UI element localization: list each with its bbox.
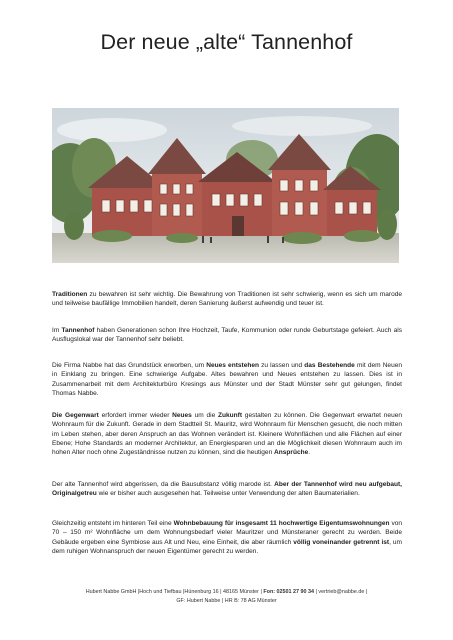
paragraph-text: um die bbox=[191, 412, 219, 419]
paragraph-text: wie er bisher auch ausgesehen hat. Teilweise unter Verwendung der alten Baumaterialien. bbox=[96, 490, 360, 498]
building-illustration bbox=[52, 108, 399, 263]
paragraph-text: Der alte Tannenhof wird abgerissen, da die Bausubstanz völlig marode ist. bbox=[52, 481, 275, 488]
emphasis-neues: Neues bbox=[172, 412, 192, 419]
emphasis-die-gegenwart: Die Gegenwart bbox=[52, 412, 99, 419]
emphasis-wohnbebauung: Wohnbebauung für insgesamt 11 hochwertige Eigentumswohnungen bbox=[173, 520, 390, 527]
paragraph-text: Die Firma Nabbe hat das Grundstück erworben, um bbox=[52, 362, 207, 369]
emphasis-getrennt: völlig voneinander getrennt ist bbox=[293, 538, 390, 546]
footer-line-1 bbox=[0, 588, 453, 597]
paragraph-abriss bbox=[52, 480, 402, 499]
paragraph-text: gestalten zu können. Die Gegenwart erwartet neuen Wohnraum für die Zukunft. Gerade in dem Stadtteil St. Mauritz, wird Wohnraum für Menschen gesucht, die noch mitten im Leben stehen, aber deren Anspruch an das Wohnen verändert ist. Kleinere Wohnflächen und alle Flächen auf einer Ebene; Hohe Standards an moderner Architektur, an Energiesparen und an die Möglichkeit diesen Wohnraum auch im hohen Alter noch ohne Zugeständnisse nutzen zu können, sind die heutigen bbox=[52, 412, 402, 457]
paragraph-text: Gleichzeitig entsteht im hinteren Teil eine bbox=[52, 520, 174, 527]
page-footer bbox=[0, 588, 453, 605]
emphasis-zukunft: Zukunft bbox=[218, 412, 243, 419]
paragraph-firma-nabbe bbox=[52, 361, 402, 398]
paragraph-text: zu lassen und bbox=[258, 362, 305, 369]
emphasis-das-bestehende: das Bestehende bbox=[304, 362, 355, 369]
paragraph-text: zu bewahren ist sehr wichtig. Die Bewahrung von Traditionen ist sehr schwierig, wenn es sich um marode und teilweise baufällige Immobilien handelt, deren Sanierung äußerst aufwendig und teuer ist. bbox=[52, 291, 402, 308]
emphasis-ansprueche: Ansprüche bbox=[274, 449, 309, 457]
paragraph-gegenwart bbox=[52, 411, 402, 457]
paragraph-tannenhof bbox=[52, 326, 402, 345]
paragraph-text: von 70 – 150 m² Wohnfläche um dem Wohnungsbedarf vieler Mauritzer und Münsteraner gerecht zu werden. Beide Gebäude ergeben eine Symbiose aus Alt und Neu, eine Einheit, die aber räumlich bbox=[52, 520, 403, 546]
page-title: Der neue „alte“ Tannenhof bbox=[100, 30, 353, 54]
paragraph-text: haben Generationen schon Ihre Hochzeit, Taufe, Kommunion oder runde Geburtstage gefeiert. Auch als Ausflugslokal war der Tannenhof sehr beliebt. bbox=[52, 327, 402, 344]
building-rendering-image bbox=[52, 108, 399, 263]
paragraph-text: . bbox=[308, 449, 311, 457]
footer-email: | vertrieb@nabbe.de | bbox=[314, 589, 368, 595]
paragraph-text: erfordert immer wieder bbox=[98, 412, 173, 419]
emphasis-traditionen: Traditionen bbox=[52, 291, 88, 298]
emphasis-tannenhof: Tannenhof bbox=[61, 327, 95, 334]
paragraph-text: mit dem Neuen in Einklang zu bringen. Eine schwierige Aufgabe. Altes bewahren und Neues entstehen zu lassen. Dies ist in Zusammenarbeit mit dem Architekturbüro Kresings aus Münster und der Stadt Münster sehr gut gelungen, findet Thomas Nabbe. bbox=[52, 362, 402, 397]
footer-line-2: GF: Hubert Nabbe | HR B: 78 AG Münster bbox=[176, 597, 277, 604]
emphasis-neues-entstehen: Neues entstehen bbox=[206, 362, 259, 369]
footer-phone: Fon: 02501 27 90 34 bbox=[263, 589, 315, 595]
footer-company: Hubert Nabbe GmbH |Hoch und Tiefbau |Hünenburg 16 | 48165 Münster | bbox=[85, 589, 264, 595]
paragraph-wohnbebauung bbox=[52, 519, 402, 556]
paragraph-traditionen bbox=[52, 290, 402, 309]
paragraph-text: Im bbox=[52, 327, 62, 334]
emphasis-neu-aufgebaut: Aber der Tannenhof wird neu aufgebaut, Originalgetreu bbox=[52, 481, 402, 498]
paragraph-text: , um dem ruhigen Wohnanspruch der neuen Eigentümer gerecht zu werden. bbox=[52, 538, 402, 555]
